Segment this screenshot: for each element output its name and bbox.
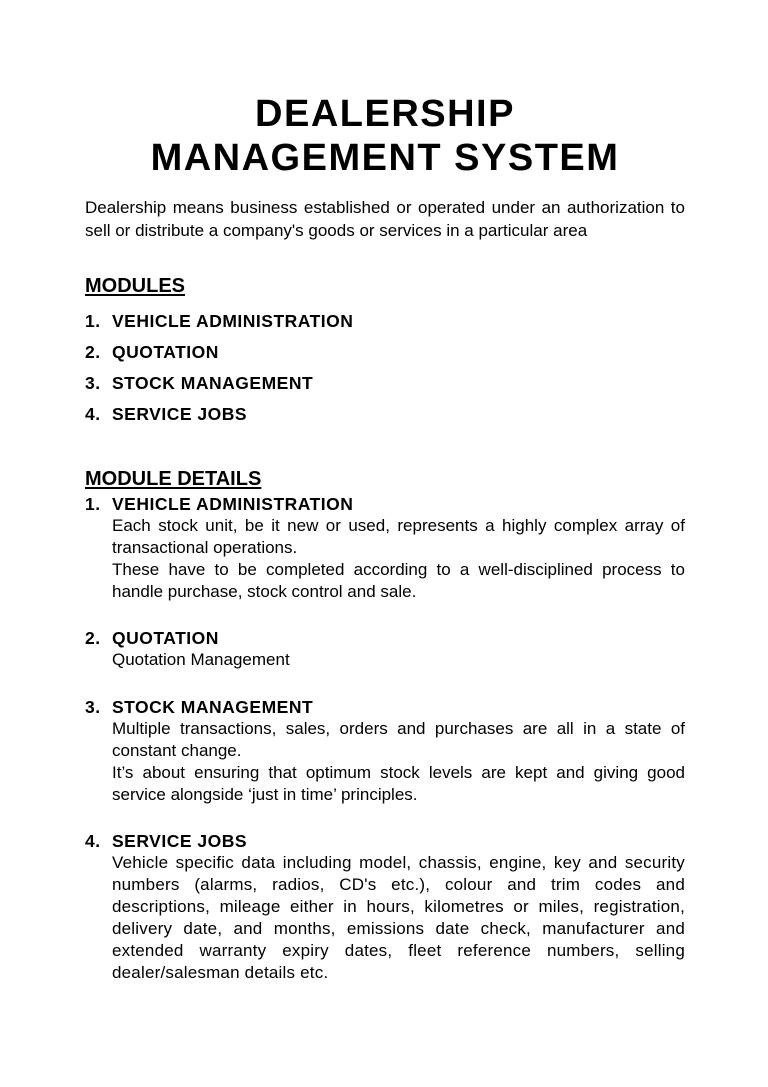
detail-heading	[85, 696, 685, 718]
document-page	[85, 92, 685, 984]
detail-stock-management	[85, 696, 685, 806]
detail-body	[112, 515, 685, 603]
modules-list	[85, 306, 685, 430]
detail-number: 1.	[85, 494, 101, 514]
detail-paragraph: Vehicle specific data including model, chassis, engine, key and security numbers (alarms, radios, CD's etc.), colour and trim codes and descriptions, mileage either in hours, kilometres or miles, registration, delivery date, and months, emissions date check, manufacturer and extended warranty expiry dates, fleet reference numbers, selling dealer/salesman details etc.	[112, 853, 685, 982]
detail-number: 4.	[85, 831, 101, 851]
list-number: 1.	[85, 311, 101, 331]
detail-paragraph: Multiple transactions, sales, orders and purchases are all in a state of constant change.	[112, 719, 685, 760]
detail-paragraph: These have to be completed according to a well-disciplined process to handle purchase, stock control and sale.	[112, 560, 685, 601]
detail-paragraph: Each stock unit, be it new or used, represents a highly complex array of transactional operations.	[112, 516, 685, 557]
list-item	[85, 399, 685, 430]
title-line-2: MANAGEMENT SYSTEM	[150, 137, 620, 179]
list-label: VEHICLE ADMINISTRATION	[112, 311, 354, 331]
module-details-heading: MODULE DETAILS	[85, 468, 262, 490]
detail-heading	[85, 493, 685, 515]
page-title	[85, 92, 685, 180]
list-number: 3.	[85, 373, 101, 393]
detail-title: SERVICE JOBS	[112, 831, 248, 851]
detail-heading	[85, 627, 685, 649]
list-item	[85, 368, 685, 399]
detail-number: 3.	[85, 697, 101, 717]
intro-paragraph: Dealership means business established or operated under an authorization to sell or distribute a company's goods or services in a particular area	[85, 198, 685, 240]
detail-body	[112, 718, 685, 806]
detail-title: VEHICLE ADMINISTRATION	[112, 494, 354, 514]
detail-body	[112, 649, 685, 671]
detail-title: QUOTATION	[112, 628, 219, 648]
list-item	[85, 337, 685, 368]
detail-quotation	[85, 627, 685, 671]
detail-paragraph: It’s about ensuring that optimum stock levels are kept and giving good service alongside ‘just in time’ principles.	[112, 763, 685, 804]
detail-heading	[85, 830, 685, 852]
list-item	[85, 306, 685, 337]
title-line-1: DEALERSHIP	[255, 93, 515, 135]
list-number: 4.	[85, 404, 101, 424]
list-label: QUOTATION	[112, 342, 219, 362]
detail-title: STOCK MANAGEMENT	[112, 697, 314, 717]
list-label: SERVICE JOBS	[112, 404, 248, 424]
list-number: 2.	[85, 342, 101, 362]
list-label: STOCK MANAGEMENT	[112, 373, 314, 393]
detail-number: 2.	[85, 628, 101, 648]
detail-service-jobs	[85, 830, 685, 984]
detail-vehicle-administration	[85, 493, 685, 603]
detail-body	[112, 852, 685, 984]
modules-heading: MODULES	[85, 275, 185, 297]
detail-paragraph: Quotation Management	[112, 650, 290, 669]
